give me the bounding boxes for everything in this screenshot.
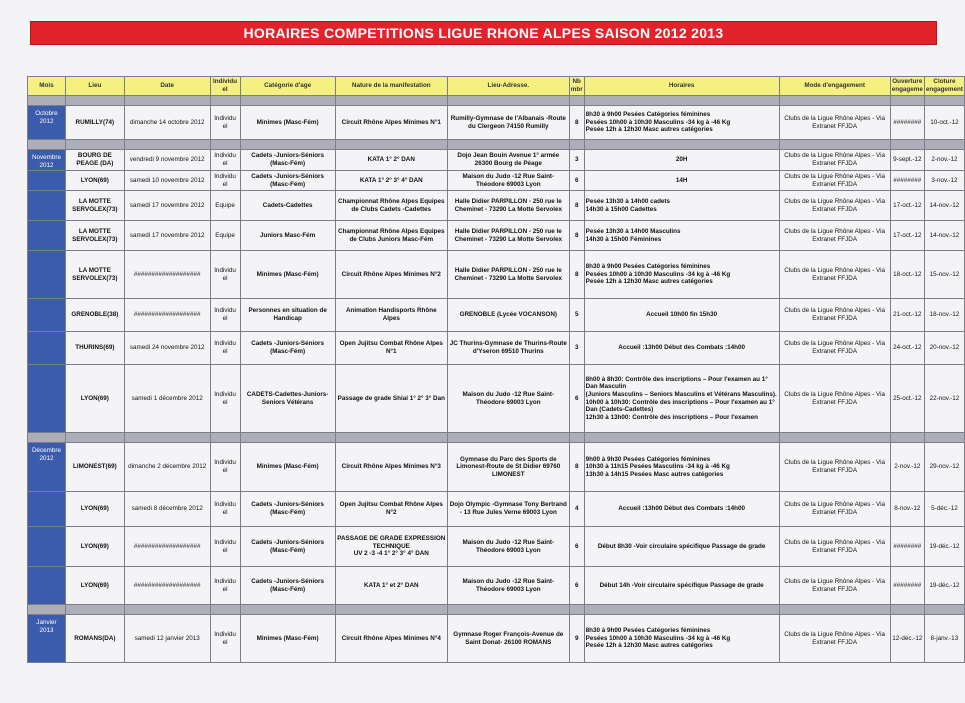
date-cell: samedi 17 novembre 2012 xyxy=(124,221,210,251)
type-cell: Individu el xyxy=(210,251,240,299)
schedule-cell: Pesée 13h30 à 14h00 cadets 14h30 à 15h00 Cadettes xyxy=(584,191,779,221)
category-cell: Juniors Masc-Fém xyxy=(240,221,335,251)
event-cell: Passage de grade Shiai 1° 2° 3° Dan xyxy=(335,365,447,433)
registration-mode-cell: Clubs de la Ligue Rhône Alpes - Via Extranet FFJDA xyxy=(779,615,890,663)
type-cell: Individu el xyxy=(210,299,240,332)
schedule-cell: Accueil 10h00 fin 15h30 xyxy=(584,299,779,332)
event-cell: Animation Handisports Rhône Alpes xyxy=(335,299,447,332)
place-cell: LYON(69) xyxy=(65,567,124,605)
close-date-cell: 19-déc.-12 xyxy=(924,567,964,605)
open-date-cell: 17-oct.-12 xyxy=(890,221,924,251)
separator-cell xyxy=(584,96,779,106)
nb-cell: 5 xyxy=(569,299,584,332)
separator-cell xyxy=(924,605,964,615)
schedule-cell: 14H xyxy=(584,171,779,191)
separator-cell xyxy=(569,140,584,150)
schedule-cell: 9h00 à 9h30 Pesées Catégories féminines 10h30 à 11h15 Pesées Masculins -34 kg à -46 Kg 13h30 à 14h15 Pesées Masc autres catégories xyxy=(584,443,779,492)
nb-cell: 8 xyxy=(569,106,584,140)
header-row xyxy=(28,77,965,96)
header-cell: Date xyxy=(124,77,210,96)
header-cell: Lieu-Adresse. xyxy=(447,77,569,96)
separator-cell xyxy=(335,96,447,106)
place-cell: LYON(69) xyxy=(65,365,124,433)
schedule-cell: 8h30 à 9h00 Pesées Catégories féminines Pesées 10h00 à 10h30 Masculins -34 kg à -46 Kg Pesée 12h à 12h30 Masc autres catégories xyxy=(584,615,779,663)
event-cell: Open Jujitsu Combat Rhône Alpes N°1 xyxy=(335,332,447,365)
schedule-cell: Pesée 13h30 à 14h00 Masculins 14h30 à 15h00 Féminines xyxy=(584,221,779,251)
open-date-cell: 25-oct.-12 xyxy=(890,365,924,433)
address-cell: Dojo Olympic -Gymnase Tony Bertrand - 13 Rue Jules Verne 69003 Lyon xyxy=(447,492,569,527)
date-cell: ################### xyxy=(124,299,210,332)
nb-cell: 6 xyxy=(569,527,584,567)
place-cell: ROMANS(DA) xyxy=(65,615,124,663)
close-date-cell: 14-nov.-12 xyxy=(924,191,964,221)
separator-cell xyxy=(240,96,335,106)
table-row xyxy=(28,299,965,332)
separator-cell xyxy=(124,96,210,106)
separator-cell xyxy=(240,140,335,150)
month-cell xyxy=(28,171,66,191)
address-cell: Gymnase Roger François-Avenue de Saint Donat- 26100 ROMANS xyxy=(447,615,569,663)
close-date-cell: 19-déc.-12 xyxy=(924,527,964,567)
table-row xyxy=(28,221,965,251)
schedule-cell: 20H xyxy=(584,150,779,171)
close-date-cell: 22-nov.-12 xyxy=(924,365,964,433)
close-date-cell: 20-nov.-12 xyxy=(924,332,964,365)
place-cell: THURINS(69) xyxy=(65,332,124,365)
address-cell: Halle Didier PARPILLON - 250 rue le Cheminet - 73290 La Motte Servolex xyxy=(447,221,569,251)
registration-mode-cell: Clubs de la Ligue Rhône Alpes - Via Extranet FFJDA xyxy=(779,492,890,527)
month-cell: Janvier 2013 xyxy=(28,615,66,663)
competition-schedule-table xyxy=(27,76,965,663)
date-cell: samedi 24 novembre 2012 xyxy=(124,332,210,365)
registration-mode-cell: Clubs de la Ligue Rhône Alpes - Via Extranet FFJDA xyxy=(779,443,890,492)
month-cell: Octobre 2012 xyxy=(28,106,66,140)
nb-cell: 8 xyxy=(569,221,584,251)
address-cell: Rumilly-Gymnase de l'Albanais -Route du Clergeon 74150 Rumilly xyxy=(447,106,569,140)
separator-cell xyxy=(65,433,124,443)
registration-mode-cell: Clubs de la Ligue Rhône Alpes - Via Extranet FFJDA xyxy=(779,332,890,365)
close-date-cell: 14-nov.-12 xyxy=(924,221,964,251)
event-cell: KATA 1° 2° DAN xyxy=(335,150,447,171)
separator-cell xyxy=(210,140,240,150)
month-cell xyxy=(28,191,66,221)
separator-cell xyxy=(335,433,447,443)
date-cell: dimanche 14 octobre 2012 xyxy=(124,106,210,140)
separator-cell xyxy=(240,433,335,443)
place-cell: LA MOTTE SERVOLEX(73) xyxy=(65,251,124,299)
page-title: HORAIRES COMPETITIONS LIGUE RHONE ALPES SAISON 2012 2013 xyxy=(30,21,937,45)
separator-cell xyxy=(335,140,447,150)
separator-cell xyxy=(779,433,890,443)
table-row xyxy=(28,567,965,605)
date-cell: samedi 12 janvier 2013 xyxy=(124,615,210,663)
header-cell: Ouverture engageme xyxy=(890,77,924,96)
registration-mode-cell: Clubs de la Ligue Rhône Alpes - Via Extranet FFJDA xyxy=(779,150,890,171)
registration-mode-cell: Clubs de la Ligue Rhône Alpes - Via Extranet FFJDA xyxy=(779,191,890,221)
separator-cell xyxy=(210,433,240,443)
separator-cell xyxy=(924,96,964,106)
registration-mode-cell: Clubs de la Ligue Rhône Alpes - Via Extranet FFJDA xyxy=(779,567,890,605)
registration-mode-cell: Clubs de la Ligue Rhône Alpes - Via Extranet FFJDA xyxy=(779,299,890,332)
event-cell: Championnat Rhône Alpes Equipes de Clubs Cadets -Cadettes xyxy=(335,191,447,221)
month-cell xyxy=(28,332,66,365)
event-cell: Open Jujitsu Combat Rhône Alpes N°2 xyxy=(335,492,447,527)
separator-cell xyxy=(124,605,210,615)
category-cell: Minimes (Masc-Fém) xyxy=(240,443,335,492)
category-cell: Cadets-Cadettes xyxy=(240,191,335,221)
separator-cell xyxy=(584,140,779,150)
nb-cell: 4 xyxy=(569,492,584,527)
month-cell xyxy=(28,251,66,299)
address-cell: Halle Didier PARPILLON - 250 rue le Cheminet - 73290 La Motte Servolex xyxy=(447,191,569,221)
separator-row xyxy=(28,605,965,615)
separator-cell xyxy=(890,140,924,150)
header-cell: Horaires xyxy=(584,77,779,96)
separator-cell xyxy=(124,140,210,150)
nb-cell: 6 xyxy=(569,567,584,605)
month-cell xyxy=(28,492,66,527)
address-cell: JC Thurins-Gymnase de Thurins-Route d'Yseron 69510 Thurins xyxy=(447,332,569,365)
date-cell: dimanche 2 décembre 2012 xyxy=(124,443,210,492)
category-cell: Minimes (Masc-Fém) xyxy=(240,106,335,140)
registration-mode-cell: Clubs de la Ligue Rhône Alpes - Via Extranet FFJDA xyxy=(779,171,890,191)
separator-row xyxy=(28,140,965,150)
date-cell: samedi 1 décembre 2012 xyxy=(124,365,210,433)
month-cell xyxy=(28,365,66,433)
event-cell: PASSAGE DE GRADE EXPRESSION TECHNIQUE UV 2 -3 -4 1° 2° 3° 4° DAN xyxy=(335,527,447,567)
category-cell: Cadets -Juniors-Séniors (Masc-Fém) xyxy=(240,527,335,567)
type-cell: Individu el xyxy=(210,567,240,605)
schedule-cell: Accueil :13h00 Début des Combats :14h00 xyxy=(584,492,779,527)
header-cell: Mois xyxy=(28,77,66,96)
close-date-cell: 15-nov.-12 xyxy=(924,251,964,299)
date-cell: samedi 10 novembre 2012 xyxy=(124,171,210,191)
close-date-cell: 29-nov.-12 xyxy=(924,443,964,492)
table-row xyxy=(28,106,965,140)
schedule-cell: 8h30 à 9h00 Pesées Catégories féminines Pesées 10h00 à 10h30 Masculins -34 kg à -46 Kg Pesée 12h à 12h30 Masc autres catégories xyxy=(584,106,779,140)
header-cell: Nature de la manifestation xyxy=(335,77,447,96)
place-cell: LYON(69) xyxy=(65,492,124,527)
event-cell: KATA 1° et 2° DAN xyxy=(335,567,447,605)
open-date-cell: ######## xyxy=(890,106,924,140)
place-cell: LIMONEST(69) xyxy=(65,443,124,492)
month-cell: Novembre 2012 xyxy=(28,150,66,171)
registration-mode-cell: Clubs de la Ligue Rhône Alpes - Via Extranet FFJDA xyxy=(779,365,890,433)
close-date-cell: 8-janv.-13 xyxy=(924,615,964,663)
open-date-cell: 2-nov.-12 xyxy=(890,443,924,492)
separator-cell xyxy=(335,605,447,615)
table-row xyxy=(28,365,965,433)
address-cell: Maison du Judo -12 Rue Saint-Théodore 69003 Lyon xyxy=(447,365,569,433)
month-cell xyxy=(28,567,66,605)
month-cell xyxy=(28,527,66,567)
open-date-cell: ######## xyxy=(890,567,924,605)
schedule-cell: Accueil :13h00 Début des Combats :14h00 xyxy=(584,332,779,365)
header-cell: Individu el xyxy=(210,77,240,96)
type-cell: Individu el xyxy=(210,365,240,433)
registration-mode-cell: Clubs de la Ligue Rhône Alpes - Via Extranet FFJDA xyxy=(779,106,890,140)
category-cell: Cadets -Juniors-Séniors (Masc-Fém) xyxy=(240,171,335,191)
open-date-cell: 18-oct.-12 xyxy=(890,251,924,299)
date-cell: ################### xyxy=(124,251,210,299)
separator-cell xyxy=(28,433,66,443)
separator-row xyxy=(28,433,965,443)
separator-cell xyxy=(779,140,890,150)
separator-cell xyxy=(210,605,240,615)
separator-cell xyxy=(569,96,584,106)
schedule-cell: 8h30 à 9h00 Pesées Catégories féminines Pesées 10h00 à 10h30 Masculins -34 kg à -46 Kg Pesée 12h à 12h30 Masc autres catégories xyxy=(584,251,779,299)
close-date-cell: 5-déc.-12 xyxy=(924,492,964,527)
schedule-cell: Début 14h -Voir circulaire spécifique Passage de grade xyxy=(584,567,779,605)
close-date-cell: 2-nov.-12 xyxy=(924,150,964,171)
open-date-cell: ######## xyxy=(890,527,924,567)
type-cell: Individu el xyxy=(210,527,240,567)
nb-cell: 8 xyxy=(569,191,584,221)
type-cell: Individu el xyxy=(210,106,240,140)
category-cell: CADETS-Cadettes-Juniors-Seniors Vétérans xyxy=(240,365,335,433)
table-row xyxy=(28,527,965,567)
open-date-cell: 17-oct.-12 xyxy=(890,191,924,221)
open-date-cell: 9-sept.-12 xyxy=(890,150,924,171)
category-cell: Cadets -Juniors-Séniors (Masc-Fém) xyxy=(240,332,335,365)
separator-cell xyxy=(28,96,66,106)
table-row xyxy=(28,171,965,191)
separator-cell xyxy=(890,433,924,443)
type-cell: Individu el xyxy=(210,171,240,191)
type-cell: Individu el xyxy=(210,150,240,171)
separator-cell xyxy=(210,96,240,106)
separator-cell xyxy=(779,605,890,615)
registration-mode-cell: Clubs de la Ligue Rhône Alpes - Via Extranet FFJDA xyxy=(779,527,890,567)
open-date-cell: 8-nov.-12 xyxy=(890,492,924,527)
separator-cell xyxy=(924,433,964,443)
separator-cell xyxy=(447,605,569,615)
separator-cell xyxy=(65,605,124,615)
table-row xyxy=(28,191,965,221)
place-cell: LA MOTTE SERVOLEX(73) xyxy=(65,221,124,251)
date-cell: ################### xyxy=(124,527,210,567)
separator-cell xyxy=(28,140,66,150)
header-cell: Cloture engagement xyxy=(924,77,964,96)
open-date-cell: ######## xyxy=(890,171,924,191)
category-cell: Cadets -Juniors-Séniors (Masc-Fém) xyxy=(240,492,335,527)
category-cell: Personnes en situation de Handicap xyxy=(240,299,335,332)
event-cell: Circuit Rhône Alpes Minimes N°3 xyxy=(335,443,447,492)
nb-cell: 8 xyxy=(569,251,584,299)
place-cell: BOURG DE PEAGE (DA) xyxy=(65,150,124,171)
nb-cell: 6 xyxy=(569,365,584,433)
address-cell: Maison du Judo -12 Rue Saint-Théodore 69003 Lyon xyxy=(447,527,569,567)
place-cell: GRENOBLE(38) xyxy=(65,299,124,332)
open-date-cell: 21-oct.-12 xyxy=(890,299,924,332)
schedule-cell: 8h00 à 8h30: Contrôle des inscriptions – Pour l'examen au 1° Dan Masculin (Juniors Masculins – Seniors Masculins et Vétérans Masculins). 10h00 à 10h30: Contrôle des inscriptions – Pour l'examen au 1° Dan (Cadets-Cadettes) 12h30 à 13h00: Contrôle des inscriptions – Pour l'examen xyxy=(584,365,779,433)
separator-cell xyxy=(890,96,924,106)
type-cell: Equipe xyxy=(210,191,240,221)
separator-cell xyxy=(28,605,66,615)
registration-mode-cell: Clubs de la Ligue Rhône Alpes - Via Extranet FFJDA xyxy=(779,221,890,251)
nb-cell: 3 xyxy=(569,332,584,365)
address-cell: Maison du Judo -12 Rue Saint-Théodore 69003 Lyon xyxy=(447,567,569,605)
event-cell: Circuit Rhône Alpes Minimes N°1 xyxy=(335,106,447,140)
separator-cell xyxy=(584,605,779,615)
separator-cell xyxy=(779,96,890,106)
place-cell: LYON(69) xyxy=(65,527,124,567)
separator-row xyxy=(28,96,965,106)
close-date-cell: 10-oct.-12 xyxy=(924,106,964,140)
header-cell: Lieu xyxy=(65,77,124,96)
close-date-cell: 3-nov.-12 xyxy=(924,171,964,191)
open-date-cell: 12-déc.-12 xyxy=(890,615,924,663)
close-date-cell: 18-nov.-12 xyxy=(924,299,964,332)
month-cell xyxy=(28,221,66,251)
separator-cell xyxy=(447,96,569,106)
place-cell: LA MOTTE SERVOLEX(73) xyxy=(65,191,124,221)
date-cell: vendredi 9 novembre 2012 xyxy=(124,150,210,171)
table-row xyxy=(28,251,965,299)
category-cell: Minimes (Masc-Fém) xyxy=(240,251,335,299)
date-cell: samedi 17 novembre 2012 xyxy=(124,191,210,221)
separator-cell xyxy=(569,605,584,615)
separator-cell xyxy=(447,433,569,443)
event-cell: Circuit Rhône Alpes Minimes N°4 xyxy=(335,615,447,663)
open-date-cell: 24-oct.-12 xyxy=(890,332,924,365)
month-cell: Décembre 2012 xyxy=(28,443,66,492)
place-cell: LYON(69) xyxy=(65,171,124,191)
separator-cell xyxy=(924,140,964,150)
month-cell xyxy=(28,299,66,332)
place-cell: RUMILLY(74) xyxy=(65,106,124,140)
table-row xyxy=(28,615,965,663)
separator-cell xyxy=(890,605,924,615)
table-row xyxy=(28,150,965,171)
separator-cell xyxy=(584,433,779,443)
category-cell: Minimes (Masc-Fém) xyxy=(240,615,335,663)
nb-cell: 6 xyxy=(569,171,584,191)
nb-cell: 8 xyxy=(569,443,584,492)
separator-cell xyxy=(447,140,569,150)
address-cell: Halle Didier PARPILLON - 250 rue le Cheminet - 73290 La Motte Servolex xyxy=(447,251,569,299)
registration-mode-cell: Clubs de la Ligue Rhône Alpes - Via Extranet FFJDA xyxy=(779,251,890,299)
type-cell: Individu el xyxy=(210,615,240,663)
nb-cell: 9 xyxy=(569,615,584,663)
table-row xyxy=(28,332,965,365)
event-cell: KATA 1° 2° 3° 4° DAN xyxy=(335,171,447,191)
header-cell: Catégorie d'age xyxy=(240,77,335,96)
table-row xyxy=(28,443,965,492)
table-row xyxy=(28,492,965,527)
event-cell: Championnat Rhône Alpes Equipes de Clubs Juniors Masc-Fém xyxy=(335,221,447,251)
type-cell: Individu el xyxy=(210,443,240,492)
schedule-cell: Début 8h30 -Voir circulaire spécifique Passage de grade xyxy=(584,527,779,567)
date-cell: samedi 8 décembre 2012 xyxy=(124,492,210,527)
address-cell: Maison du Judo -12 Rue Saint-Théodore 69003 Lyon xyxy=(447,171,569,191)
separator-cell xyxy=(569,433,584,443)
separator-cell xyxy=(65,96,124,106)
header-cell: Nb mbr xyxy=(569,77,584,96)
type-cell: Individu el xyxy=(210,492,240,527)
nb-cell: 3 xyxy=(569,150,584,171)
separator-cell xyxy=(124,433,210,443)
separator-cell xyxy=(65,140,124,150)
separator-cell xyxy=(240,605,335,615)
type-cell: Equipe xyxy=(210,221,240,251)
event-cell: Circuit Rhône Alpes Minimes N°2 xyxy=(335,251,447,299)
category-cell: Cadets -Juniors-Séniors (Masc-Fém) xyxy=(240,150,335,171)
header-cell: Mode d'engagement xyxy=(779,77,890,96)
date-cell: ################### xyxy=(124,567,210,605)
address-cell: Gymnase du Parc des Sports de Limonest-Route de St Didier 69760 LIMONEST xyxy=(447,443,569,492)
category-cell: Cadets -Juniors-Séniors (Masc-Fém) xyxy=(240,567,335,605)
type-cell: Individu el xyxy=(210,332,240,365)
address-cell: GRENOBLE (Lycée VOCANSON) xyxy=(447,299,569,332)
address-cell: Dojo Jean Bouin Avenue 1° armée 26300 Bourg de Péage xyxy=(447,150,569,171)
